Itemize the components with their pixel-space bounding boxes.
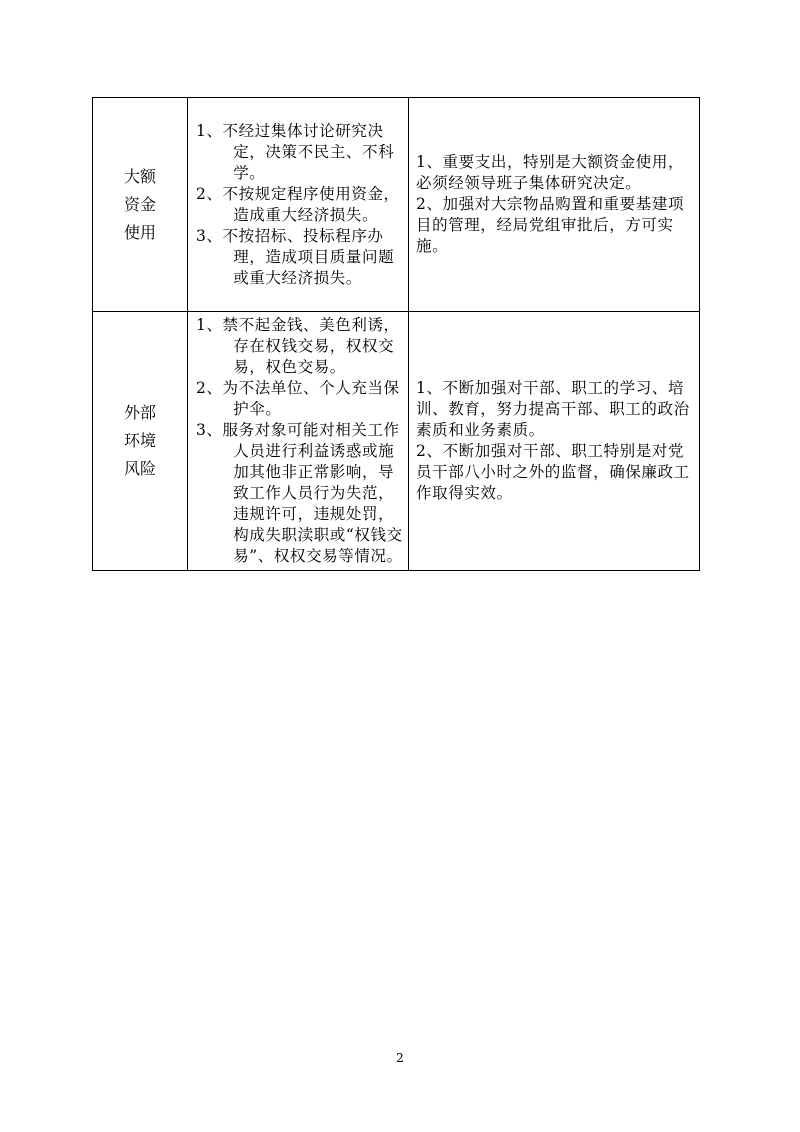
page-number: 2 [396,1051,404,1065]
risk-points-cell [188,98,409,312]
category-line: 风险 [123,459,156,478]
control-measures-cell [409,312,700,571]
category-line: 环境 [123,431,156,450]
category-line: 资金 [123,194,156,214]
measure-item: 2、加强对大宗物品购置和重要基建项目的管理，经局党组审批后，方可实施。 [416,195,685,255]
category-cell [93,98,188,312]
category-line: 使用 [123,222,156,242]
risk-item: 3、不按招标、投标程序办理，造成项目质量问题或重大经济损失。 [196,226,395,287]
measure-item: 1、重要支出，特别是大额资金使用，必须经领导班子集体研究决定。 [416,153,685,192]
risk-item: 1、不经过集体讨论研究决定，决策不民主、不科学。 [196,121,395,182]
category-line: 外部 [123,403,156,422]
risk-control-table [92,97,700,571]
measure-item: 1、不断加强对干部、职工的学习、培训、教育，努力提高干部、职工的政治素质和业务素质。 [416,379,690,439]
control-measures-cell [409,98,700,312]
table-row-large-fund-use [93,98,700,312]
category-line: 大额 [123,166,156,186]
risk-item: 3、服务对象可能对相关工作人员进行利益诱惑或施加其他非正常影响，导致工作人员行为失范，违规许可，违规处罚，构成失职渎职或“权钱交易”、权权交易等情况。 [196,421,403,565]
measure-item: 2、不断加强对干部、职工特别是对党员干部八小时之外的监督，确保廉政工作取得实效。 [416,442,690,502]
risk-points-cell [188,312,409,571]
category-cell [93,312,188,571]
table-row-external-risk [93,312,700,571]
risk-item: 2、为不法单位、个人充当保护伞。 [196,379,400,418]
risk-item: 2、不按规定程序使用资金，造成重大经济损失。 [196,184,400,224]
risk-item: 1、禁不起金钱、美色利诱，存在权钱交易，权权交易，权色交易。 [196,316,400,376]
